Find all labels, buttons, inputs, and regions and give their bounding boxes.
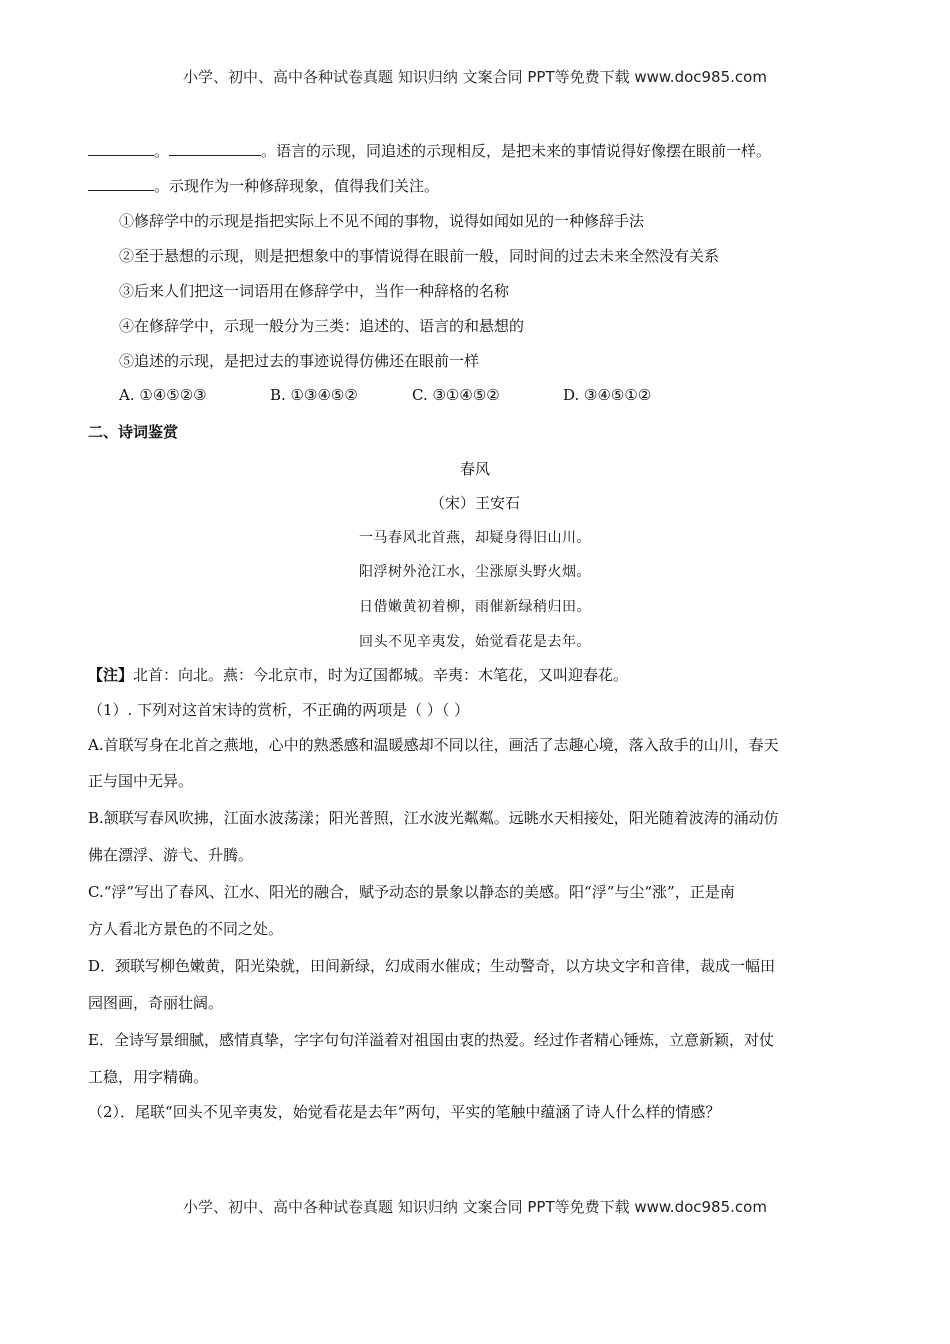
question-1-stem: （1）. 下列对这首宋诗的赏析，不正确的两项是（ ）（ ） [88,701,470,719]
note-label: 【注】 [88,666,134,684]
page-footer: 小学、初中、高中各种试卷真题 知识归纳 文案合同 PPT等免费下载 www.doc985.com [183,1198,767,1216]
note-text: 北首：向北。燕：今北京市，时为辽国都城。辛夷：木笔花，又叫迎春花。 [133,666,629,684]
q1-option-a-line2[interactable]: 正与国中无异。 [88,772,194,790]
page-header: 小学、初中、高中各种试卷真题 知识归纳 文案合同 PPT等免费下载 www.doc985.com [183,68,767,86]
sentence-item: ③后来人们把这一词语用在修辞学中，当作一种辞格的名称 [119,282,510,300]
q1-option-e-line1[interactable]: E．全诗写景细腻，感情真挚，字字句句洋溢着对祖国由衷的热爱。经过作者精心锤炼，立意新颖，对仗 [88,1031,774,1049]
poem-line: 回头不见辛夷发，始觉看花是去年。 [359,634,591,650]
poem-line: 一马春风北首燕，却疑身得旧山川。 [359,530,591,546]
sentence-item: ①修辞学中的示现是指把实际上不见不闻的事物，说得如闻如见的一种修辞手法 [119,212,645,230]
q1-option-c-line2[interactable]: 方人看北方景色的不同之处。 [88,920,284,938]
poem-author: （宋）王安石 [429,494,520,512]
q1-option-d-line2[interactable]: 园图画，奇丽壮阔。 [88,994,224,1012]
passage-line-1: 。 。语言的示现，同追述的示现相反，是把未来的事情说得好像摆在眼前一样。 [88,141,771,161]
sentence-item: ②至于悬想的示现，则是把想象中的事情说得在眼前一般，同时间的过去未来全然没有关系 [119,247,720,265]
option-c[interactable]: C. ③①④⑤② [412,386,500,404]
q1-option-c-line1[interactable]: C.“浮”写出了春风、江水、阳光的融合，赋予动态的景象以静态的美感。阳“浮”与尘“涨”，正是南 [88,883,735,901]
poem-title: 春风 [459,460,490,478]
question-2-stem: （2）．尾联“回头不见辛夷发，始觉看花是去年”两句，平实的笔触中蕴涵了诗人什么样的情感？ [88,1103,721,1121]
sentence-item: ⑤追述的示现，是把过去的事迹说得仿佛还在眼前一样 [119,352,480,370]
option-a[interactable]: A. ①④⑤②③ [119,386,207,404]
answer-blank[interactable] [169,141,261,156]
sentence-item: ④在修辞学中，示现一般分为三类：追述的、语言的和悬想的 [119,317,525,335]
q1-option-e-line2[interactable]: 工稳，用字精确。 [88,1068,209,1086]
option-d[interactable]: D. ③④⑤①② [563,386,652,404]
option-b[interactable]: B. ①③④⑤② [270,386,358,404]
passage-line-2: 。示现作为一种修辞现象，值得我们关注。 [88,176,439,196]
q1-option-a-line1[interactable]: A.首联写身在北首之燕地，心中的熟悉感和温暖感却不同以往，画活了志趣心境，落入敌手的山川，春天 [88,736,779,754]
q1-option-b-line1[interactable]: B.颔联写春风吹拂，江面水波荡漾；阳光普照，江水波光粼粼。远眺水天相接处，阳光随着波涛的涌动仿 [88,809,779,827]
section-title: 二、诗词鉴赏 [88,423,179,441]
poem-note [88,665,628,685]
answer-blank[interactable] [88,141,154,156]
q1-option-d-line1[interactable]: D．颈联写柳色嫩黄，阳光染就，田间新绿，幻成雨水催成；生动警奇，以方块文字和音律，裁成一幅田 [88,957,776,975]
poem-line: 日借嫩黄初着柳，雨催新绿稍归田。 [359,599,591,615]
poem-line: 阳浮树外沧江水，尘涨原头野火烟。 [359,564,591,580]
answer-blank[interactable] [88,176,154,191]
q1-option-b-line2[interactable]: 佛在漂浮、游弋、升腾。 [88,846,254,864]
